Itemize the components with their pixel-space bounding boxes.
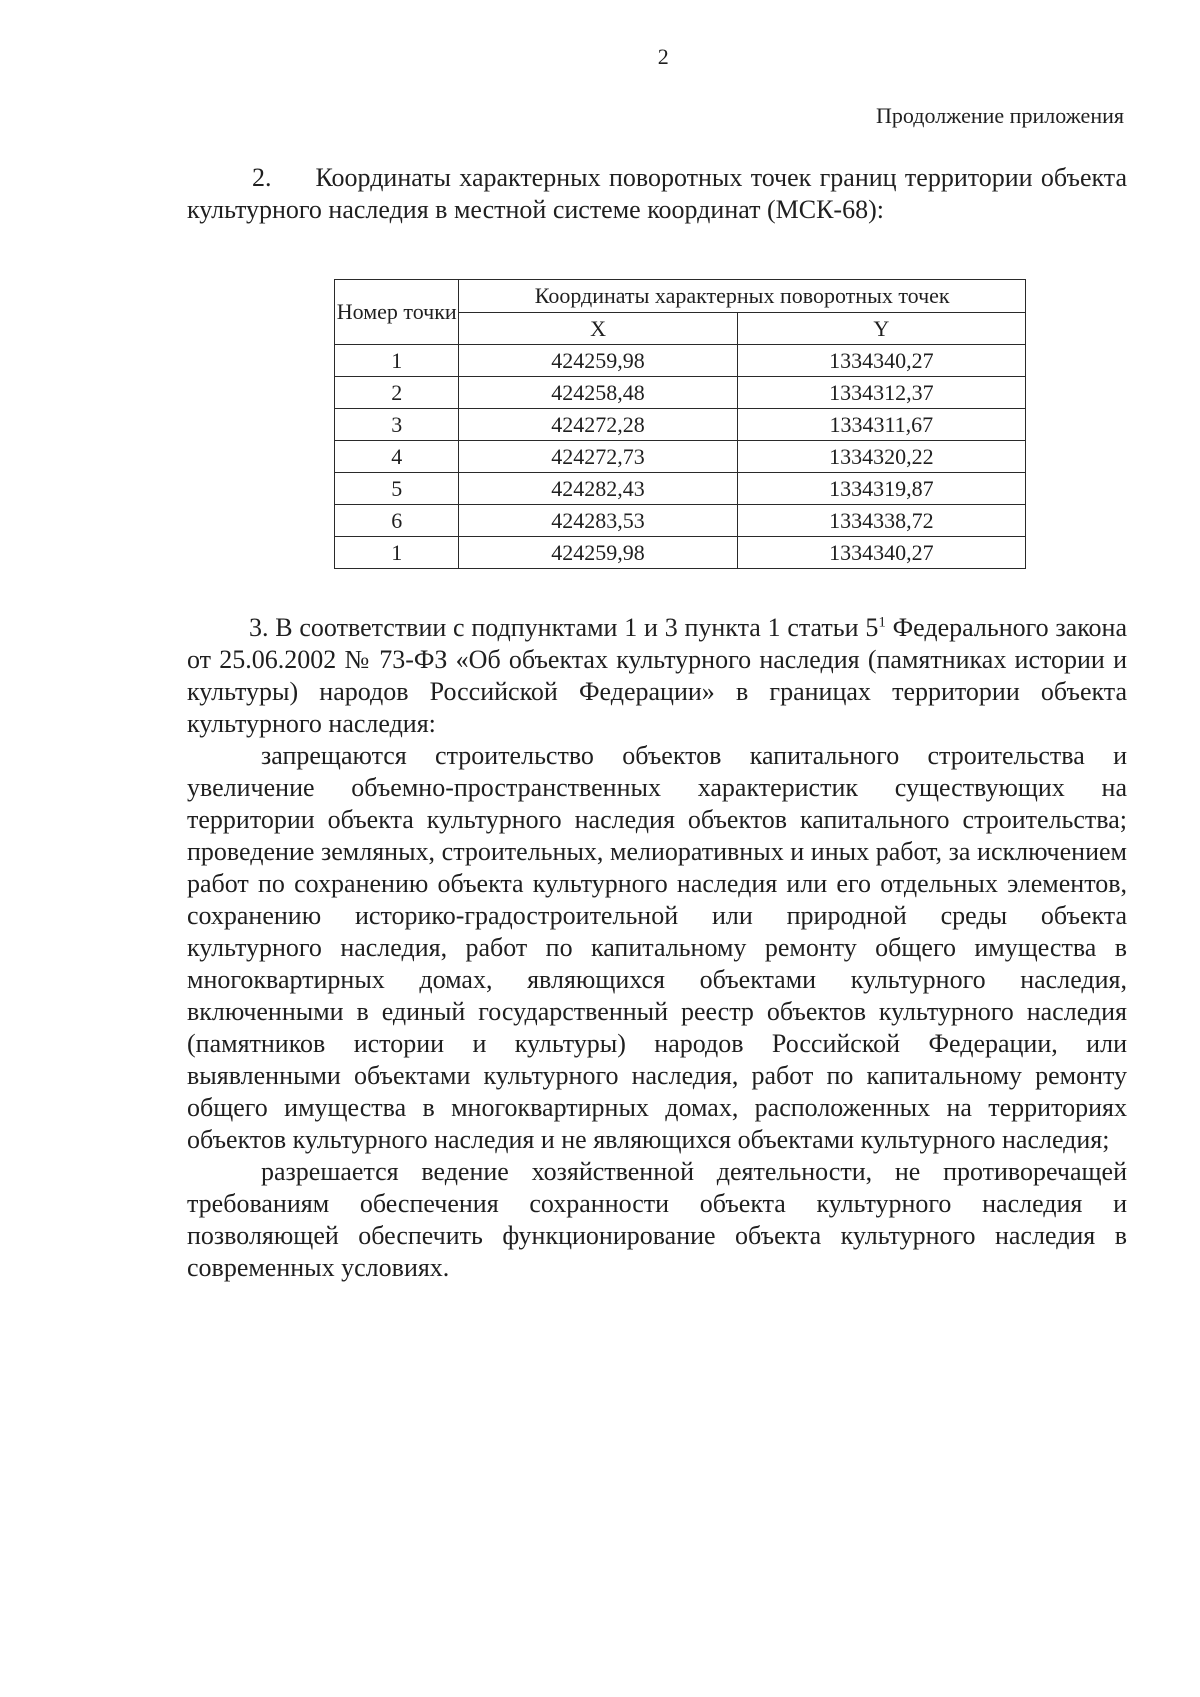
cell-y: 1334320,22 [737,441,1025,473]
continuation-label: Продолжение приложения [876,103,1124,128]
permitted-activities-paragraph: разрешается ведение хозяйственной деятельности, не противоречащей требованиям обеспечения сохранности объекта культурного наследия и позволяющей обеспечить функционирование объекта культурного наследия в современных условиях. [187,1157,1127,1282]
table-row [335,409,1026,441]
section-2-text: Координаты характерных поворотных точек границ территории объекта культурного наследия в местной системе координат (МСК-68): [187,163,1127,224]
cell-x: 424259,98 [459,345,737,377]
cell-point: 1 [335,345,459,377]
cell-point: 1 [335,537,459,569]
section-3-intro [187,612,1127,740]
cell-y: 1334319,87 [737,473,1025,505]
cell-y: 1334311,67 [737,409,1025,441]
section-2 [187,162,1127,226]
page-number: 2 [657,44,670,69]
cell-point: 2 [335,377,459,409]
table-row [335,473,1026,505]
table-row [335,377,1026,409]
header-coordinates-group: Координаты характерных поворотных точек [459,280,1026,313]
header-x: X [459,313,737,345]
table-row [335,345,1026,377]
section-2-paragraph [187,162,1127,226]
cell-x: 424259,98 [459,537,737,569]
prohibited-activities-paragraph: запрещаются строительство объектов капитального строительства и увеличение объемно-пространственных характеристик существующих на территории объекта культурного наследия объектов капитального строительства; проведение земляных, строительных, мелиоративных и иных работ, за исключением работ по сохранению объекта культурного наследия или его отдельных элементов, сохранению историко-градостроительной или природной среды объекта культурного наследия, работ по капитальному ремонту общего имущества в многоквартирных домах, являющихся объектами культурного наследия, включенными в единый государственный реестр объектов культурного наследия (памятников истории и культуры) народов Российской Федерации, или выявленными объектами культурного наследия, работ по капитальному ремонту общего имущества в многоквартирных домах, расположенных на территориях объектов культурного наследия и не являющихся объектами культурного наследия; [187,741,1127,1154]
cell-point: 3 [335,409,459,441]
cell-x: 424283,53 [459,505,737,537]
cell-y: 1334340,27 [737,345,1025,377]
coordinates-table [334,279,1026,569]
header-y: Y [737,313,1025,345]
table-row [335,505,1026,537]
table-row [335,441,1026,473]
cell-x: 424258,48 [459,377,737,409]
section-3 [187,612,1127,1284]
cell-point: 5 [335,473,459,505]
section-3-intro-end: Федерального закона от 25.06.2002 № 73-ФЗ «Об объектах культурного наследия (памятниках истории и культуры) народов Российской Федерации» в границах территории объекта культурного наследия: [187,613,1127,738]
cell-y: 1334338,72 [737,505,1025,537]
cell-point: 4 [335,441,459,473]
article-superscript: 1 [878,614,886,631]
cell-point: 6 [335,505,459,537]
section-2-number: 2. [252,163,272,192]
cell-y: 1334340,27 [737,537,1025,569]
cell-x: 424272,28 [459,409,737,441]
cell-y: 1334312,37 [737,377,1025,409]
section-3-intro-start: 3. В соответствии с подпунктами 1 и 3 пункта 1 статьи 5 [249,613,879,642]
cell-x: 424272,73 [459,441,737,473]
cell-x: 424282,43 [459,473,737,505]
table-row [335,537,1026,569]
header-point-number: Номер точки [335,280,459,345]
